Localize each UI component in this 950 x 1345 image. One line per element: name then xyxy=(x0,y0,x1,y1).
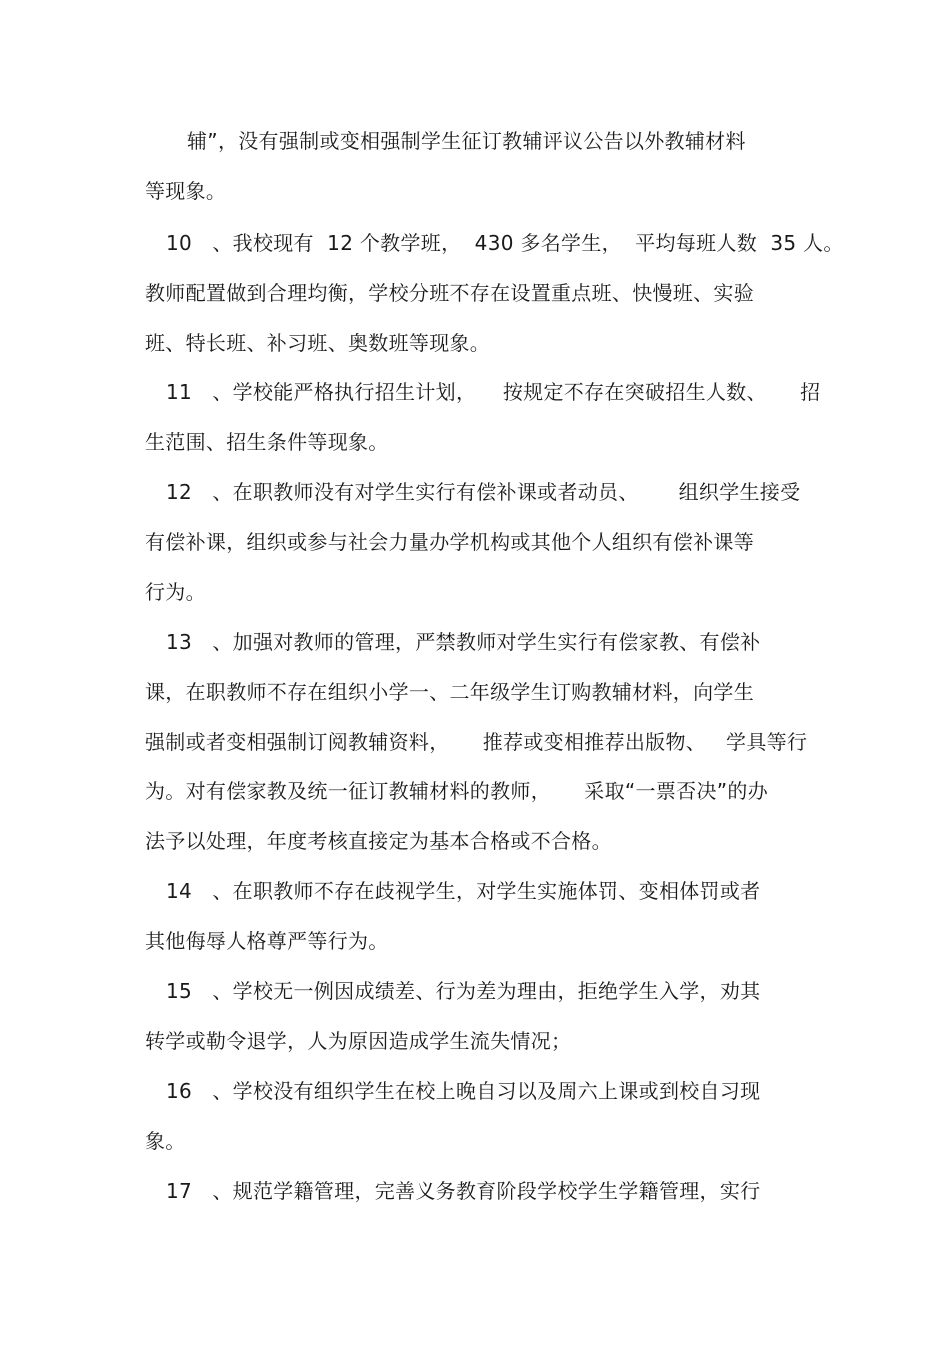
text-line: 17 、规范学籍管理，完善义务教育阶段学校学生学籍管理，实行 xyxy=(166,1179,761,1203)
text-line: 14 、在职教师不存在歧视学生，对学生实施体罚、变相体罚或者 xyxy=(166,879,761,903)
text-line: 16 、学校没有组织学生在校上晚自习以及周六上课或到校自习现 xyxy=(166,1079,761,1103)
text-line: 行为。 xyxy=(145,580,206,604)
text-line: 教师配置做到合理均衡，学校分班不存在设置重点班、快慢班、实验 xyxy=(145,281,754,305)
text-line: 课，在职教师不存在组织小学一、二年级学生订购教辅材料，向学生 xyxy=(145,680,754,704)
text-line: 辅”，没有强制或变相强制学生征订教辅评议公告以外教辅材料 xyxy=(187,129,746,153)
text-line: 12 、在职教师没有对学生实行有偿补课或者动员、 组织学生接受 xyxy=(166,480,801,504)
text-line: 其他侮辱人格尊严等行为。 xyxy=(145,929,389,953)
text-line: 强制或者变相强制订阅教辅资料， 推荐或变相推荐出版物、 学具等行 xyxy=(145,730,808,754)
text-line: 为。对有偿家教及统一征订教辅材料的教师， 采取“一票否决”的办 xyxy=(145,779,769,803)
text-line: 有偿补课，组织或参与社会力量办学机构或其他个人组织有偿补课等 xyxy=(145,530,754,554)
text-line: 法予以处理，年度考核直接定为基本合格或不合格。 xyxy=(145,829,612,853)
text-line: 象。 xyxy=(145,1129,186,1153)
text-line: 10 、我校现有 12 个教学班， 430 多名学生， 平均每班人数 35 人。 xyxy=(166,231,844,255)
text-line: 13 、加强对教师的管理，严禁教师对学生实行有偿家教、有偿补 xyxy=(166,630,761,654)
text-line: 11 、学校能严格执行招生计划， 按规定不存在突破招生人数、 招 xyxy=(166,380,821,404)
text-line: 转学或勒令退学，人为原因造成学生流失情况； xyxy=(145,1029,572,1053)
text-line: 15 、学校无一例因成绩差、行为差为理由，拒绝学生入学，劝其 xyxy=(166,979,761,1003)
text-line: 班、特长班、补习班、奥数班等现象。 xyxy=(145,331,491,355)
text-line: 等现象。 xyxy=(145,179,227,203)
text-line: 生范围、招生条件等现象。 xyxy=(145,430,389,454)
